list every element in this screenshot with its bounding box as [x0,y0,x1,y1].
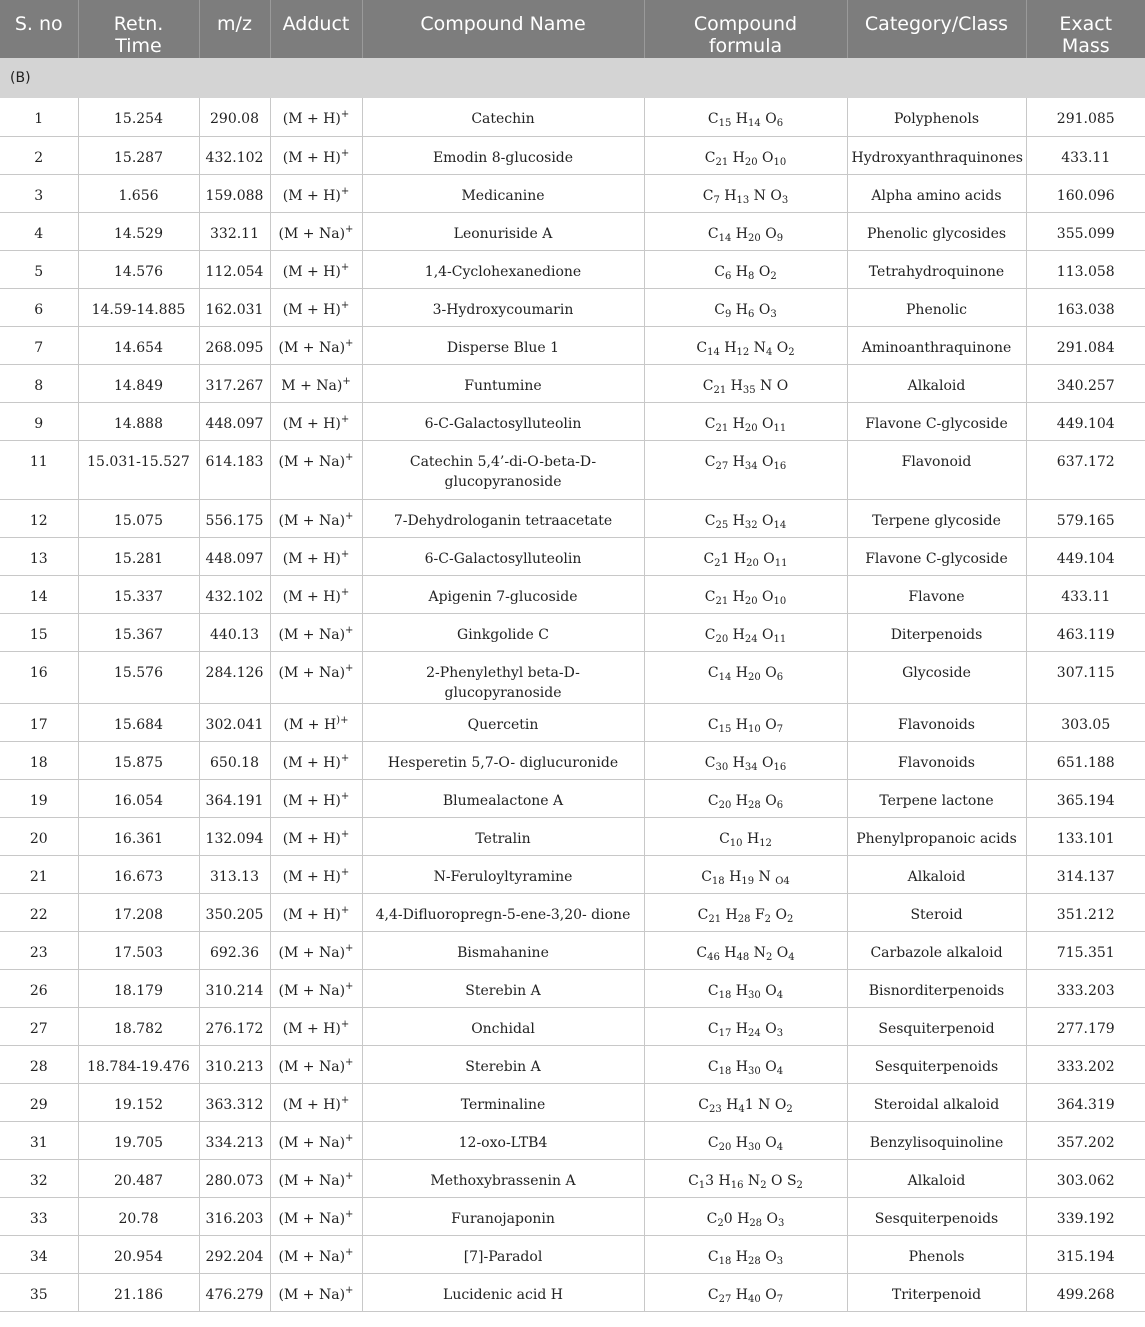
cell-mz: 448.097 [199,402,270,440]
cell-category: Flavone C-glycoside [847,537,1026,575]
cell-exact-mass: 651.188 [1026,741,1145,779]
table-row [0,440,1145,499]
cell-formula: $C_{25}$ $H_{32}$ $O_{14}$ [644,499,847,537]
cell-adduct: (M + Na)+ [270,1121,362,1159]
cell-retention-time: 19.152 [78,1083,199,1121]
cell-exact-mass: 303.062 [1026,1159,1145,1197]
cell-mz: 440.13 [199,613,270,651]
table-row [0,651,1145,703]
cell-sno: 5 [0,250,78,288]
table-row [0,212,1145,250]
cell-retention-time: 16.361 [78,817,199,855]
cell-mz: 290.08 [199,98,270,136]
cell-formula: $C_{30}$ $H_{34}$ $O_{16}$ [644,741,847,779]
cell-sno: 31 [0,1121,78,1159]
cell-retention-time: 18.179 [78,969,199,1007]
header-sno: S. no [0,0,78,58]
cell-mz: 432.102 [199,136,270,174]
cell-formula: $C_20$ $H_{28}$ $O_3$ [644,1197,847,1235]
cell-category: Phenols [847,1235,1026,1273]
cell-compound-name: 12-oxo-LTB4 [362,1121,644,1159]
cell-mz: 284.126 [199,651,270,703]
cell-mz: 614.183 [199,440,270,499]
cell-compound-name: Disperse Blue 1 [362,326,644,364]
cell-mz: 310.214 [199,969,270,1007]
cell-retention-time: 15.287 [78,136,199,174]
cell-compound-name: Furanojaponin [362,1197,644,1235]
cell-sno: 14 [0,575,78,613]
cell-adduct: (M + H)+ [270,893,362,931]
cell-mz: 276.172 [199,1007,270,1045]
cell-category: Sesquiterpenoid [847,1007,1026,1045]
cell-sno: 26 [0,969,78,1007]
cell-formula: $C_{18}$ $H_{19}$ N $_{O4}$ [644,855,847,893]
cell-formula: $C_{21}$ $H_{28}$ $F_2$ $O_2$ [644,893,847,931]
cell-exact-mass: 113.058 [1026,250,1145,288]
cell-adduct: M + Na)+ [270,364,362,402]
table-row [0,326,1145,364]
table-row [0,1159,1145,1197]
header-exact-mass: Exact Mass [1026,0,1145,58]
cell-compound-name: 1,4-Cyclohexanedione [362,250,644,288]
cell-sno: 21 [0,855,78,893]
cell-mz: 363.312 [199,1083,270,1121]
cell-adduct: (M + Na)+ [270,651,362,703]
cell-sno: 33 [0,1197,78,1235]
header-compound-formula: Compound formula [644,0,847,58]
cell-sno: 29 [0,1083,78,1121]
cell-category: Tetrahydroquinone [847,250,1026,288]
table-row [0,364,1145,402]
cell-adduct: (M + H)+ [270,1007,362,1045]
cell-category: Aminoanthraquinone [847,326,1026,364]
cell-category: Glycoside [847,651,1026,703]
table-row [0,250,1145,288]
cell-retention-time: 20.78 [78,1197,199,1235]
cell-mz: 448.097 [199,537,270,575]
cell-sno: 22 [0,893,78,931]
cell-retention-time: 14.576 [78,250,199,288]
cell-sno: 34 [0,1235,78,1273]
cell-retention-time: 18.782 [78,1007,199,1045]
cell-adduct: (M + H)+ [270,288,362,326]
cell-sno: 35 [0,1273,78,1311]
cell-exact-mass: 579.165 [1026,499,1145,537]
cell-compound-name: 2-Phenylethyl beta-D- glucopyranoside [362,651,644,703]
cell-category: Triterpenoid [847,1273,1026,1311]
cell-retention-time: 18.784-19.476 [78,1045,199,1083]
cell-category: Alkaloid [847,364,1026,402]
cell-mz: 268.095 [199,326,270,364]
table-row [0,1045,1145,1083]
cell-retention-time: 19.705 [78,1121,199,1159]
cell-exact-mass: 307.115 [1026,651,1145,703]
cell-category: Phenolic [847,288,1026,326]
cell-category: Alkaloid [847,855,1026,893]
cell-sno: 23 [0,931,78,969]
cell-mz: 112.054 [199,250,270,288]
cell-category: Flavonoid [847,440,1026,499]
table-row [0,855,1145,893]
table-row [0,931,1145,969]
table-row [0,537,1145,575]
cell-sno: 7 [0,326,78,364]
cell-mz: 332.11 [199,212,270,250]
cell-retention-time: 16.673 [78,855,199,893]
cell-sno: 19 [0,779,78,817]
cell-compound-name: Quercetin [362,703,644,741]
cell-mz: 556.175 [199,499,270,537]
cell-adduct: (M + Na)+ [270,212,362,250]
cell-exact-mass: 315.194 [1026,1235,1145,1273]
cell-formula: $C_{17}$ $H_{24}$ $O_3$ [644,1007,847,1045]
cell-sno: 18 [0,741,78,779]
cell-formula: $C_{21}$ $H_{35}$ N O [644,364,847,402]
cell-formula: $C_{27}$ $H_{40}$ $O_7$ [644,1273,847,1311]
cell-category: Carbazole alkaloid [847,931,1026,969]
cell-mz: 159.088 [199,174,270,212]
cell-compound-name: Ginkgolide C [362,613,644,651]
cell-exact-mass: 333.202 [1026,1045,1145,1083]
cell-compound-name: Apigenin 7-glucoside [362,575,644,613]
cell-mz: 692.36 [199,931,270,969]
table-row [0,1083,1145,1121]
header-mz: m/z [199,0,270,58]
cell-mz: 162.031 [199,288,270,326]
cell-exact-mass: 357.202 [1026,1121,1145,1159]
cell-exact-mass: 291.084 [1026,326,1145,364]
cell-category: Hydroxyanthraquinones [847,136,1026,174]
cell-exact-mass: 133.101 [1026,817,1145,855]
cell-formula: $C_9$ $H_6$ $O_3$ [644,288,847,326]
cell-formula: $C_{15}$ $H_{10}$ $O_7$ [644,703,847,741]
cell-compound-name: 3-Hydroxycoumarin [362,288,644,326]
cell-adduct: (M + H)+ [270,741,362,779]
cell-adduct: (M + H)+ [270,98,362,136]
table-row [0,402,1145,440]
cell-adduct: (M + Na)+ [270,1235,362,1273]
cell-compound-name: Onchidal [362,1007,644,1045]
cell-mz: 364.191 [199,779,270,817]
cell-sno: 11 [0,440,78,499]
cell-category: Sesquiterpenoids [847,1045,1026,1083]
table-row [0,174,1145,212]
cell-adduct: (M + H)+ [270,174,362,212]
cell-exact-mass: 160.096 [1026,174,1145,212]
cell-mz: 280.073 [199,1159,270,1197]
cell-retention-time: 14.888 [78,402,199,440]
table-row [0,575,1145,613]
cell-adduct: (M + Na)+ [270,969,362,1007]
cell-category: Alpha amino acids [847,174,1026,212]
cell-category: Flavone C-glycoside [847,402,1026,440]
cell-category: Phenylpropanoic acids [847,817,1026,855]
cell-exact-mass: 163.038 [1026,288,1145,326]
cell-category: Terpene glycoside [847,499,1026,537]
table-row [0,499,1145,537]
table-row [0,1197,1145,1235]
cell-adduct: (M + H)+ [270,817,362,855]
cell-formula: $C_{21}$ $H_{20}$ $O_{11}$ [644,402,847,440]
cell-adduct: (M + H)+ [270,779,362,817]
cell-mz: 350.205 [199,893,270,931]
cell-compound-name: Funtumine [362,364,644,402]
cell-exact-mass: 449.104 [1026,402,1145,440]
cell-mz: 132.094 [199,817,270,855]
cell-category: Flavonoids [847,703,1026,741]
cell-retention-time: 15.684 [78,703,199,741]
cell-retention-time: 14.849 [78,364,199,402]
cell-retention-time: 15.875 [78,741,199,779]
cell-mz: 310.213 [199,1045,270,1083]
cell-mz: 476.279 [199,1273,270,1311]
cell-retention-time: 20.487 [78,1159,199,1197]
cell-exact-mass: 463.119 [1026,613,1145,651]
table-row [0,741,1145,779]
cell-adduct: (M + H)+ [270,136,362,174]
cell-adduct: (M + Na)+ [270,1273,362,1311]
cell-formula: $C_{14}$ $H_{20}$ $O_9$ [644,212,847,250]
cell-exact-mass: 715.351 [1026,931,1145,969]
cell-compound-name: Catechin [362,98,644,136]
cell-formula: $C_{14}$ $H_{20}$ $O_6$ [644,651,847,703]
table-row [0,779,1145,817]
cell-adduct: (M + Na)+ [270,931,362,969]
cell-mz: 650.18 [199,741,270,779]
cell-mz: 313.13 [199,855,270,893]
cell-sno: 12 [0,499,78,537]
cell-adduct: (M + H)+ [270,1083,362,1121]
cell-compound-name: Methoxybrassenin A [362,1159,644,1197]
cell-sno: 2 [0,136,78,174]
cell-retention-time: 15.337 [78,575,199,613]
cell-sno: 3 [0,174,78,212]
cell-adduct: (M + H)+ [270,703,362,741]
cell-formula: $C_6$ $H_8$ $O_2$ [644,250,847,288]
cell-formula: $C_{18}$ $H_{30}$ $O_4$ [644,969,847,1007]
cell-compound-name: 4,4-Difluoropregn-5-ene-3,20- dione [362,893,644,931]
cell-exact-mass: 637.172 [1026,440,1145,499]
cell-exact-mass: 365.194 [1026,779,1145,817]
cell-formula: $C_{21}$ $H_{20}$ $O_{10}$ [644,136,847,174]
cell-retention-time: 16.054 [78,779,199,817]
header-row [0,0,1145,58]
header-adduct: Adduct [270,0,362,58]
cell-formula: $C_{18}$ $H_{30}$ $O_4$ [644,1045,847,1083]
cell-compound-name: Leonuriside A [362,212,644,250]
cell-mz: 302.041 [199,703,270,741]
cell-retention-time: 15.281 [78,537,199,575]
table-row [0,613,1145,651]
cell-sno: 15 [0,613,78,651]
table-row [0,969,1145,1007]
cell-retention-time: 17.208 [78,893,199,931]
table-row [0,1007,1145,1045]
cell-adduct: (M + H)+ [270,402,362,440]
cell-compound-name: Catechin 5,4’-di-O-beta-D-glucopyranoside [362,440,644,499]
cell-sno: 27 [0,1007,78,1045]
cell-mz: 317.267 [199,364,270,402]
cell-compound-name: Blumealactone A [362,779,644,817]
cell-retention-time: 15.576 [78,651,199,703]
cell-retention-time: 14.529 [78,212,199,250]
cell-category: Benzylisoquinoline [847,1121,1026,1159]
cell-exact-mass: 314.137 [1026,855,1145,893]
table-row [0,98,1145,136]
cell-category: Diterpenoids [847,613,1026,651]
cell-compound-name: 6-C-Galactosylluteolin [362,402,644,440]
cell-category: Terpene lactone [847,779,1026,817]
cell-sno: 13 [0,537,78,575]
cell-retention-time: 21.186 [78,1273,199,1311]
cell-category: Flavonoids [847,741,1026,779]
cell-category: Flavone [847,575,1026,613]
cell-compound-name: Emodin 8-glucoside [362,136,644,174]
cell-formula: $C_7$ $H_{13}$ N $O_3$ [644,174,847,212]
cell-formula: $C_{14}$ $H_{12}$ $N_4$ $O_2$ [644,326,847,364]
cell-compound-name: Sterebin A [362,969,644,1007]
cell-category: Phenolic glycosides [847,212,1026,250]
cell-compound-name: Medicanine [362,174,644,212]
header-category: Category/Class [847,0,1026,58]
cell-adduct: (M + H)+ [270,537,362,575]
section-label: (B) [0,58,1145,98]
cell-exact-mass: 499.268 [1026,1273,1145,1311]
cell-compound-name: Bismahanine [362,931,644,969]
cell-sno: 6 [0,288,78,326]
cell-mz: 316.203 [199,1197,270,1235]
cell-category: Steroid [847,893,1026,931]
cell-adduct: (M + H)+ [270,250,362,288]
cell-formula: $C_{10}$ $H_{12}$ [644,817,847,855]
cell-sno: 32 [0,1159,78,1197]
cell-formula: $C_{15}$ $H_{14}$ $O_6$ [644,98,847,136]
cell-compound-name: Hesperetin 5,7-O- diglucuronide [362,741,644,779]
cell-adduct: (M + Na)+ [270,1197,362,1235]
cell-sno: 16 [0,651,78,703]
cell-compound-name: N-Feruloyltyramine [362,855,644,893]
cell-formula: $C_21$ $H_{20}$ $O_{11}$ [644,537,847,575]
cell-retention-time: 15.075 [78,499,199,537]
cell-category: Polyphenols [847,98,1026,136]
cell-mz: 432.102 [199,575,270,613]
cell-retention-time: 17.503 [78,931,199,969]
table-row [0,1121,1145,1159]
cell-formula: $C_{46}$ $H_{48}$ $N_2$ $O_4$ [644,931,847,969]
section-row [0,58,1145,98]
cell-retention-time: 20.954 [78,1235,199,1273]
cell-exact-mass: 433.11 [1026,136,1145,174]
cell-mz: 334.213 [199,1121,270,1159]
cell-formula: $C_{21}$ $H_{20}$ $O_{10}$ [644,575,847,613]
cell-adduct: (M + Na)+ [270,499,362,537]
cell-sno: 1 [0,98,78,136]
cell-retention-time: 15.367 [78,613,199,651]
cell-retention-time: 14.654 [78,326,199,364]
header-retention-time: Retn. Time [78,0,199,58]
cell-category: Steroidal alkaloid [847,1083,1026,1121]
cell-formula: $C_{23}$ $H_41$ N $O_2$ [644,1083,847,1121]
table-row [0,1235,1145,1273]
cell-retention-time: 14.59-14.885 [78,288,199,326]
cell-retention-time: 15.031-15.527 [78,440,199,499]
cell-compound-name: Lucidenic acid H [362,1273,644,1311]
cell-exact-mass: 351.212 [1026,893,1145,931]
table-row [0,1273,1145,1311]
cell-formula: $C_13$ $H_{16}$ $N_2$ O $S_2$ [644,1159,847,1197]
table-row [0,136,1145,174]
cell-category: Bisnorditerpenoids [847,969,1026,1007]
cell-compound-name: 7-Dehydrologanin tetraacetate [362,499,644,537]
cell-compound-name: Terminaline [362,1083,644,1121]
cell-exact-mass: 333.203 [1026,969,1145,1007]
cell-compound-name: 6-C-Galactosylluteolin [362,537,644,575]
cell-exact-mass: 277.179 [1026,1007,1145,1045]
cell-exact-mass: 433.11 [1026,575,1145,613]
cell-exact-mass: 340.257 [1026,364,1145,402]
cell-formula: $C_{20}$ $H_{30}$ $O_4$ [644,1121,847,1159]
cell-retention-time: 15.254 [78,98,199,136]
cell-formula: $C_{18}$ $H_{28}$ $O_3$ [644,1235,847,1273]
cell-adduct: (M + Na)+ [270,1159,362,1197]
cell-mz: 292.204 [199,1235,270,1273]
cell-formula: $C_{20}$ $H_{24}$ $O_{11}$ [644,613,847,651]
cell-adduct: (M + Na)+ [270,1045,362,1083]
cell-compound-name: Tetralin [362,817,644,855]
cell-sno: 28 [0,1045,78,1083]
cell-formula: $C_{27}$ $H_{34}$ $O_{16}$ [644,440,847,499]
cell-compound-name: Sterebin A [362,1045,644,1083]
cell-adduct: (M + Na)+ [270,326,362,364]
cell-exact-mass: 355.099 [1026,212,1145,250]
cell-adduct: (M + Na)+ [270,613,362,651]
cell-category: Alkaloid [847,1159,1026,1197]
table-row [0,817,1145,855]
header-compound-name: Compound Name [362,0,644,58]
cell-exact-mass: 339.192 [1026,1197,1145,1235]
cell-sno: 20 [0,817,78,855]
table-row [0,288,1145,326]
cell-compound-name: [7]-Paradol [362,1235,644,1273]
cell-exact-mass: 303.05 [1026,703,1145,741]
cell-adduct: (M + H)+ [270,855,362,893]
cell-sno: 9 [0,402,78,440]
cell-exact-mass: 291.085 [1026,98,1145,136]
cell-sno: 8 [0,364,78,402]
cell-exact-mass: 449.104 [1026,537,1145,575]
cell-category: Sesquiterpenoids [847,1197,1026,1235]
cell-sno: 17 [0,703,78,741]
cell-retention-time: 1.656 [78,174,199,212]
table-row [0,703,1145,741]
cell-sno: 4 [0,212,78,250]
cell-exact-mass: 364.319 [1026,1083,1145,1121]
table-row [0,893,1145,931]
cell-adduct: (M + H)+ [270,575,362,613]
cell-adduct: (M + Na)+ [270,440,362,499]
cell-formula: $C_{20}$ $H_{28}$ $O_6$ [644,779,847,817]
